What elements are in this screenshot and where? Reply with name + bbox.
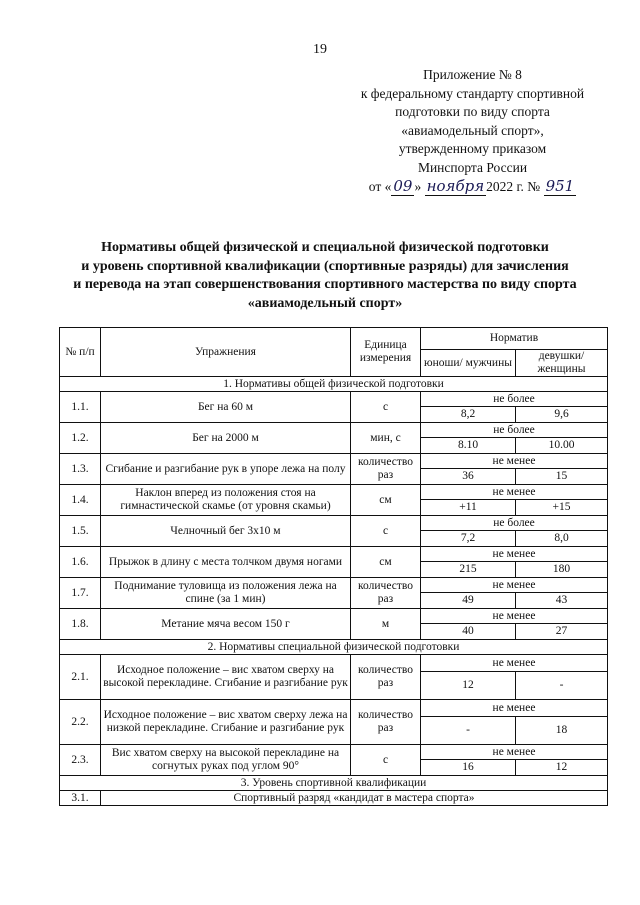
title-line: «авиамодельный спорт»	[247, 295, 403, 311]
row-female-value: 27	[516, 624, 608, 640]
row-num: 1.4.	[60, 485, 101, 516]
row-male-value: 8.10	[421, 438, 516, 454]
title-line: и перевода на этап совершенствования спортивного мастерства по виду спорта	[73, 277, 577, 292]
row-female-value: 180	[516, 562, 608, 578]
row-unit: с	[351, 516, 421, 547]
appendix-line: Минспорта России	[417, 159, 528, 175]
row-male-value: +11	[421, 500, 516, 516]
row-exercise: Сгибание и разгибание рук в упоре лежа на полу	[101, 454, 351, 485]
row-exercise: Бег на 60 м	[101, 392, 351, 423]
row-female-value: 8,0	[516, 531, 608, 547]
appendix-line: «авиамодельный спорт»,	[401, 122, 544, 138]
row-female-value: 9,6	[516, 407, 608, 423]
handwritten-month: ноября	[426, 177, 485, 195]
row-unit: см	[351, 485, 421, 516]
row-comparison: не менее	[421, 745, 608, 760]
row-comparison: не менее	[421, 485, 608, 500]
row-unit: количество раз	[351, 655, 421, 700]
row-male-value: 7,2	[421, 531, 516, 547]
row-comparison: не более	[421, 392, 608, 407]
row-unit: см	[351, 547, 421, 578]
appendix-block	[330, 66, 615, 197]
row-comparison: не менее	[421, 454, 608, 469]
row-female-value: 15	[516, 469, 608, 485]
section-header: 2. Нормативы специальной физической подготовки	[60, 640, 608, 655]
row-unit: количество раз	[351, 700, 421, 745]
row-male-value: -	[421, 717, 516, 745]
appendix-line: подготовки по виду спорта	[395, 104, 550, 119]
title-line: и уровень спортивной квалификации (спортивные разряды) для зачисления	[81, 258, 569, 274]
title-line: Нормативы общей физической и специальной физической подготовки	[101, 240, 549, 255]
header-male: юноши/ мужчины	[421, 350, 516, 377]
row-num: 1.8.	[60, 609, 101, 640]
row-unit: с	[351, 392, 421, 423]
row-exercise: Исходное положение – вис хватом сверху на высокой перекладине. Сгибание и разгибание рук	[101, 655, 351, 700]
row-exercise: Поднимание туловища из положения лежа на спине (за 1 мин)	[101, 578, 351, 609]
row-num: 1.7.	[60, 578, 101, 609]
row-exercise: Вис хватом сверху на высокой перекладине на согнутых руках под углом 90°	[101, 745, 351, 776]
row-num: 2.3.	[60, 745, 101, 776]
row-female-value: +15	[516, 500, 608, 516]
date-prefix: от «	[368, 179, 392, 194]
row-num: 1.2.	[60, 423, 101, 454]
row-male-value: 8,2	[421, 407, 516, 423]
row-qualification: Спортивный разряд «кандидат в мастера спорта»	[101, 791, 608, 806]
row-exercise: Челночный бег 3х10 м	[101, 516, 351, 547]
row-exercise: Бег на 2000 м	[101, 423, 351, 454]
row-female-value: -	[516, 672, 608, 700]
handwritten-day: 09	[393, 177, 413, 195]
row-female-value: 43	[516, 593, 608, 609]
header-female: девушки/ женщины	[516, 350, 608, 377]
date-close: »	[414, 179, 422, 194]
row-unit: количество раз	[351, 454, 421, 485]
row-male-value: 215	[421, 562, 516, 578]
row-num: 1.1.	[60, 392, 101, 423]
row-num: 1.6.	[60, 547, 101, 578]
row-unit: мин, с	[351, 423, 421, 454]
row-male-value: 49	[421, 593, 516, 609]
row-male-value: 16	[421, 760, 516, 776]
row-unit: количество раз	[351, 578, 421, 609]
page-number: 19	[313, 42, 327, 57]
row-female-value: 12	[516, 760, 608, 776]
row-exercise: Наклон вперед из положения стоя на гимнастической скамье (от уровня скамьи)	[101, 485, 351, 516]
row-comparison: не менее	[421, 655, 608, 672]
row-exercise: Исходное положение – вис хватом сверху лежа на низкой перекладине. Сгибание и разгибание рук	[101, 700, 351, 745]
row-unit: с	[351, 745, 421, 776]
handwritten-order-number: 951	[545, 177, 575, 195]
row-num: 1.5.	[60, 516, 101, 547]
row-num: 2.1.	[60, 655, 101, 700]
row-num: 2.2.	[60, 700, 101, 745]
header-unit: Единица измерения	[351, 328, 421, 377]
appendix-line: к федеральному стандарту спортивной	[360, 85, 585, 101]
header-norm: Норматив	[421, 328, 608, 350]
row-exercise: Метание мяча весом 150 г	[101, 609, 351, 640]
row-female-value: 18	[516, 717, 608, 745]
row-comparison: не более	[421, 423, 608, 438]
row-comparison: не менее	[421, 578, 608, 593]
row-comparison: не менее	[421, 700, 608, 717]
row-male-value: 36	[421, 469, 516, 485]
row-female-value: 10.00	[516, 438, 608, 454]
header-exercise: Упражнения	[101, 328, 351, 377]
norms-table	[59, 327, 608, 806]
appendix-line: утвержденному приказом	[398, 141, 547, 156]
section-header: 1. Нормативы общей физической подготовки	[60, 377, 608, 392]
row-male-value: 12	[421, 672, 516, 700]
row-comparison: не менее	[421, 609, 608, 624]
row-num: 3.1.	[60, 791, 101, 806]
row-unit: м	[351, 609, 421, 640]
order-date-line	[330, 177, 615, 197]
appendix-line: Приложение № 8	[423, 67, 522, 82]
header-num: № п/п	[60, 328, 101, 377]
row-male-value: 40	[421, 624, 516, 640]
year-text: 2022 г. №	[486, 179, 541, 194]
section-header: 3. Уровень спортивной квалификации	[60, 776, 608, 791]
row-exercise: Прыжок в длину с места толчком двумя ногами	[101, 547, 351, 578]
row-num: 1.3.	[60, 454, 101, 485]
row-comparison: не более	[421, 516, 608, 531]
row-comparison: не менее	[421, 547, 608, 562]
document-title	[40, 239, 610, 313]
